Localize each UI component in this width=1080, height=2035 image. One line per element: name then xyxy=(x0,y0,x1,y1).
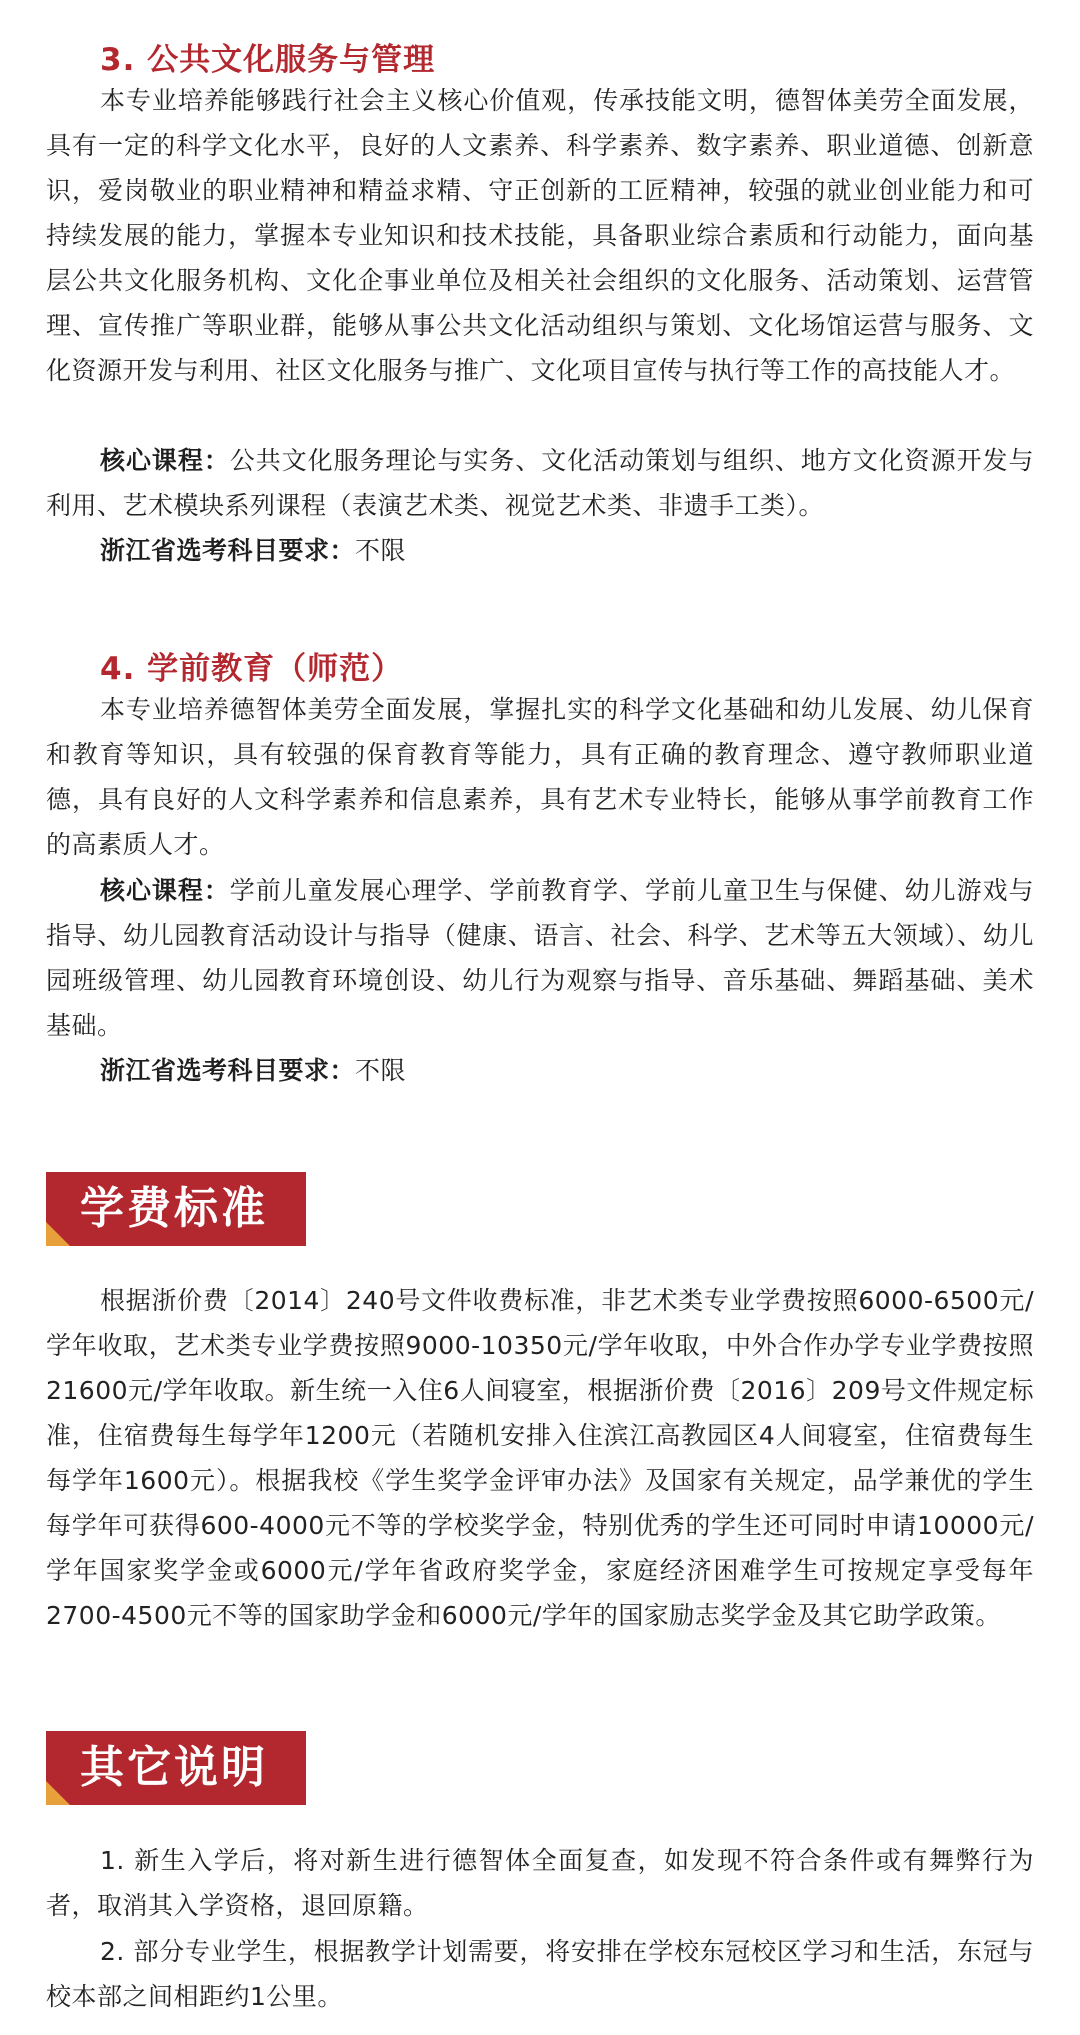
section4-description: 本专业培养德智体美劳全面发展，掌握扎实的科学文化基础和幼儿发展、幼儿保育和教育等知识，具有较强的保育教育等能力，具有正确的教育理念、遵守教师职业道德，具有良好的人文科学素养和信息素养，具有艺术专业特长，能够从事学前教育工作的高素质人才。 xyxy=(46,695,1034,859)
section3-subject-requirement xyxy=(46,528,1034,573)
core-courses-value: 学前儿童发展心理学、学前教育学、学前儿童卫生与保健、幼儿游戏与指导、幼儿园教育活动设计与指导（健康、语言、社会、科学、艺术等五大领域）、幼儿园班级管理、幼儿园教育环境创设、幼儿行为观察与指导、音乐基础、舞蹈基础、美术基础。 xyxy=(46,876,1034,1040)
tuition-heading-banner xyxy=(46,1172,306,1246)
other-note-1: 1. 新生入学后，将对新生进行德智体全面复查，如发现不符合条件或有舞弊行为者，取消其入学资格，退回原籍。 xyxy=(46,1846,1034,1920)
section3-title: 3. 公共文化服务与管理 xyxy=(100,42,436,78)
subject-requirement-value: 不限 xyxy=(355,1056,407,1085)
tuition-text: 根据浙价费〔2014〕240号文件收费标准，非艺术类专业学费按照6000-6500元/学年收取，艺术类专业学费按照9000-10350元/学年收取，中外合作办学专业学费按照21600元/学年收取。新生统一入住6人间寝室，根据浙价费〔2016〕209号文件规定标准，住宿费每生每学年1200元（若随机安排入住滨江高教园区4人间寝室，住宿费每生每学年1600元）。根据我校《学生奖学金评审办法》及国家有关规定，品学兼优的学生每学年可获得600-4000元不等的学校奖学金，特别优秀的学生还可同时申请10000元/学年国家奖学金或6000元/学年省政府奖学金，家庭经济困难学生可按规定享受每年2700-4500元不等的国家助学金和6000元/学年的国家励志奖学金及其它助学政策。 xyxy=(46,1286,1034,1630)
section4-core-courses xyxy=(46,868,1034,1048)
tuition-heading: 学费标准 xyxy=(80,1183,268,1234)
banner-corner-decoration xyxy=(46,1781,70,1805)
core-courses-label: 核心课程： xyxy=(100,876,230,905)
core-courses-value: 公共文化服务理论与实务、文化活动策划与组织、地方文化资源开发与利用、艺术模块系列课程（表演艺术类、视觉艺术类、非遗手工类）。 xyxy=(46,446,1034,520)
banner-corner-decoration xyxy=(46,1222,70,1246)
subject-requirement-label: 浙江省选考科目要求： xyxy=(100,536,356,565)
other-notes-heading-banner xyxy=(46,1731,306,1805)
section3-description: 本专业培养能够践行社会主义核心价值观，传承技能文明，德智体美劳全面发展，具有一定的科学文化水平，良好的人文素养、科学素养、数字素养、职业道德、创新意识，爱岗敬业的职业精神和精益求精、守正创新的工匠精神，较强的就业创业能力和可持续发展的能力，掌握本专业知识和技术技能，具备职业综合素质和行动能力，面向基层公共文化服务机构、文化企事业单位及相关社会组织的文化服务、活动策划、运营管理、宣传推广等职业群，能够从事公共文化活动组织与策划、文化场馆运营与服务、文化资源开发与利用、社区文化服务与推广、文化项目宣传与执行等工作的高技能人才。 xyxy=(46,86,1034,385)
section4-title: 4. 学前教育（师范） xyxy=(100,651,404,687)
other-notes-heading: 其它说明 xyxy=(80,1742,268,1793)
other-note-2: 2. 部分专业学生，根据教学计划需要，将安排在学校东冠校区学习和生活，东冠与校本部之间相距约1公里。 xyxy=(46,1937,1034,2011)
section3-core-courses xyxy=(46,438,1034,528)
section4-subject-requirement xyxy=(46,1048,1034,1093)
subject-requirement-value: 不限 xyxy=(355,536,407,565)
subject-requirement-label: 浙江省选考科目要求： xyxy=(100,1056,356,1085)
core-courses-label: 核心课程： xyxy=(100,446,230,475)
